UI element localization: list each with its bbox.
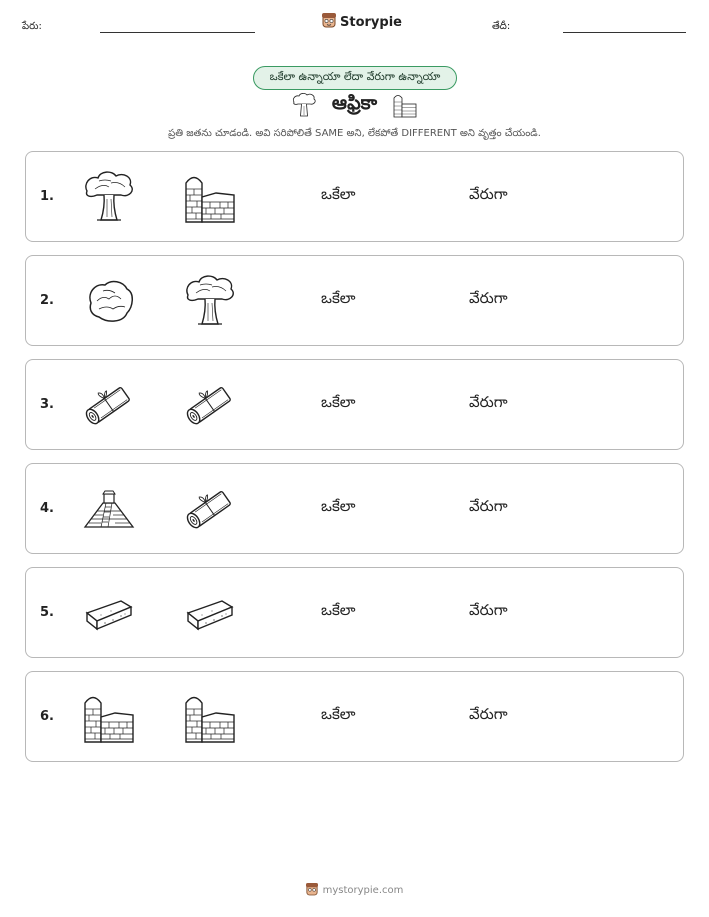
brand-name: Storypie: [340, 14, 402, 30]
pyramid-icon: [81, 481, 137, 537]
question-row: [25, 463, 684, 554]
same-option[interactable]: ఒకేలా: [321, 393, 356, 411]
question-row: [25, 359, 684, 450]
same-option[interactable]: ఒకేలా: [321, 497, 356, 515]
baobab-tree-icon: [81, 169, 137, 225]
storypie-mascot-icon: [322, 12, 336, 32]
same-option[interactable]: ఒకేలా: [321, 185, 356, 203]
date-label: తేదీ:: [492, 21, 511, 32]
question-row: [25, 567, 684, 658]
stone-tower-icon: [182, 689, 238, 745]
different-option[interactable]: వేరుగా: [469, 705, 508, 723]
scroll-icon: [182, 481, 238, 537]
name-label: పేరు:: [22, 21, 42, 32]
worksheet-subtitle: ఆఫ్రికా: [331, 91, 378, 114]
same-option[interactable]: ఒకేలా: [321, 601, 356, 619]
storypie-mascot-icon: [306, 881, 318, 900]
footer-site[interactable]: mystorypie.com: [322, 885, 404, 896]
question-number: 3.: [40, 397, 54, 412]
brick-icon: [182, 585, 238, 641]
subtitle-row: [0, 91, 709, 119]
instructions-text: ప్రతి జతను చూడండి. అవి సరిపోలితే SAME అని, లేకపోతే DIFFERENT అని వృత్తం చేయండి.: [168, 128, 541, 139]
different-option[interactable]: వేరుగా: [469, 497, 508, 515]
question-row: [25, 255, 684, 346]
worksheet-title: ఒకేలా ఉన్నాయా లేదా వేరుగా ఉన్నాయా: [269, 70, 441, 83]
scroll-icon: [182, 377, 238, 433]
same-option[interactable]: ఒకేలా: [321, 289, 356, 307]
brand-logo: [322, 12, 402, 32]
question-row: [25, 151, 684, 242]
question-number: 2.: [40, 293, 54, 308]
stone-tower-icon: [182, 169, 238, 225]
question-number: 6.: [40, 709, 54, 724]
worksheet-title-pill: [253, 66, 457, 90]
same-option[interactable]: ఒకేలా: [321, 705, 356, 723]
rock-icon: [81, 273, 137, 329]
name-field-line[interactable]: [100, 32, 255, 33]
question-number: 5.: [40, 605, 54, 620]
question-row: [25, 671, 684, 762]
baobab-tree-icon: [290, 91, 318, 119]
baobab-tree-icon: [182, 273, 238, 329]
date-field-line[interactable]: [563, 32, 686, 33]
different-option[interactable]: వేరుగా: [469, 393, 508, 411]
scroll-icon: [81, 377, 137, 433]
different-option[interactable]: వేరుగా: [469, 601, 508, 619]
question-number: 4.: [40, 501, 54, 516]
different-option[interactable]: వేరుగా: [469, 289, 508, 307]
question-number: 1.: [40, 189, 54, 204]
brick-icon: [81, 585, 137, 641]
footer: [0, 881, 709, 900]
different-option[interactable]: వేరుగా: [469, 185, 508, 203]
stone-tower-icon: [81, 689, 137, 745]
stone-tower-icon: [391, 91, 419, 119]
